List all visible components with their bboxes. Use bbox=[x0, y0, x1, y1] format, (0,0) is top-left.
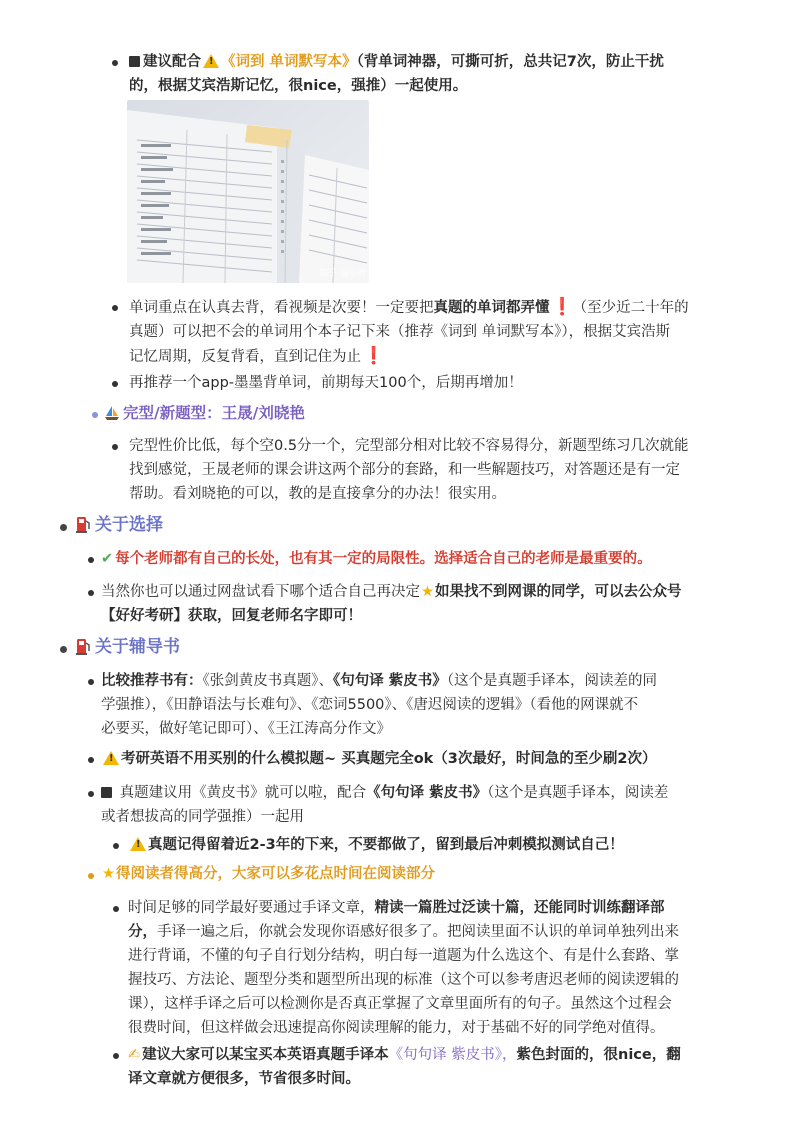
list-item-word-book: 建议配合! 《词到 单词默写本》（背单词神器，可撕可折，总共记7次，防止干扰 的，根据艾宾浩斯记忆，很nice，强推）一起使用。 bbox=[129, 50, 759, 98]
bullet-dot bbox=[112, 60, 118, 66]
list-item-recommended-books: 比较推荐书有：《张剑黄皮书真题》、《句句译 紫皮书》（这个是真题手译本，阅读差的同 学强推），《田静语法与长难句》、《恋词5500》、《唐迟阅读的逻辑》（看他的网课就不 必要买，做好笔记即可）、《王江涛高分作文》 bbox=[101, 673, 658, 737]
bullet-dot bbox=[60, 524, 67, 531]
book-title-link: 《词到 单词默写本》 bbox=[221, 54, 357, 70]
writing-hand-icon: ✍ bbox=[128, 1047, 141, 1063]
list-item-real-exam: 真题建议用《黄皮书》就可以啦，配合《句句译 紫皮书》（这个是真题手译本，阅读差 或者想拔高的同学强推）一起用 bbox=[101, 785, 669, 825]
check-mark-icon: ✔ bbox=[101, 551, 114, 567]
bullet-dot bbox=[88, 679, 94, 685]
list-item-cloze-text: 完型性价比低，每个空0.5分一个，完型部分相对比较不容易得分，新题型练习几次就能 找到感觉，王晟老师的课会讲这两个部分的套路，和一些解题技巧，对答题还是有一定 帮助。看刘晓艳的可以，教的是直接拿分的办法！很实用。 bbox=[129, 438, 689, 502]
list-item-app: 再推荐一个app-墨墨背单词，前期每天100个，后期再增加！ bbox=[129, 375, 523, 391]
bullet-dot bbox=[113, 1053, 119, 1059]
section-title-books: 关于辅导书 bbox=[75, 635, 675, 659]
bullet-dot bbox=[88, 791, 94, 797]
star-icon: ★ bbox=[421, 584, 434, 600]
list-item-buy-translation: ✍ 建议大家可以某宝买本英语真题手译本《句句译 紫皮书》，紫色封面的，很nice，翻 译文章就方便很多，节省很多时间。 bbox=[128, 1047, 681, 1087]
warning-icon bbox=[130, 837, 146, 851]
bullet-dot bbox=[112, 305, 118, 311]
section-title-reading: ★得阅读者得高分，大家可以多花点时间在阅读部分 bbox=[102, 866, 435, 882]
bullet-dot bbox=[88, 757, 94, 763]
book-illustration bbox=[127, 100, 369, 283]
bullet-dot bbox=[92, 412, 98, 418]
bullet-dot bbox=[113, 843, 119, 849]
bullet-dot bbox=[88, 590, 94, 596]
bullet-dot bbox=[112, 381, 118, 387]
photo-watermark: 知乎 @小叶 bbox=[319, 269, 367, 279]
section-title-cloze: 完型/新题型：王晟/刘晓艳 bbox=[104, 401, 704, 425]
black-square-icon bbox=[129, 56, 140, 67]
star-icon: ★ bbox=[102, 866, 115, 882]
bullet-dot bbox=[113, 906, 119, 912]
warning-icon bbox=[103, 751, 119, 765]
sailboat-icon bbox=[104, 405, 120, 421]
exclamation-icon: ❗ bbox=[551, 297, 573, 317]
list-item-no-mock: !考研英语不用买别的什么模拟题~ 买真题完全ok（3次最好，时间急的至少刷2次） bbox=[101, 747, 761, 771]
bullet-dot bbox=[60, 646, 67, 653]
vocabulary-book-photo bbox=[127, 100, 369, 283]
list-item-focus-words: 单词重点在认真去背，看视频是次要！一定要把真题的单词都弄懂 ❗（至少近二十年的 真题）可以把不会的单词用个本子记下来（推荐《词到 单词默写本》），根据艾宾浩斯 记忆周期，反复背看，直到记住为止 ❗ bbox=[129, 297, 689, 366]
black-square-icon bbox=[101, 787, 112, 798]
list-item-keep-exams: !真题记得留着近2-3年的下来，不要都做了，留到最后冲刺模拟测试自己！ bbox=[128, 833, 768, 857]
list-item-trial: 当然你也可以通过网盘试看下哪个适合自己再决定★如果找不到网课的同学，可以去公众号 【好好考研】获取，回复老师名字即可！ bbox=[101, 584, 682, 624]
exclamation-icon: ❗ bbox=[363, 346, 385, 366]
bullet-dot bbox=[88, 873, 94, 879]
list-item-translate-practice: 时间足够的同学最好要通过手译文章，精读一篇胜过泛读十篇，还能同时训练翻译部 分，手译一遍之后，你就会发现你语感好很多了。把阅读里面不认识的单词单独列出来 进行背诵，不懂的句子自行划分结构，明白每一道题为什么选这个、有是什么套路、掌 握技巧、方法论、题型分类和题型所出现的标准（这个可以参考唐迟老师的阅读逻辑的 课），这样手译之后可以检测你是否真正掌握了文章里面所有的句子。虽然这个过程会 很费时间，但这样做会迅速提高你阅读理解的能力，对于基础不好的同学绝对值得。 bbox=[128, 900, 679, 1036]
fuel-pump-icon bbox=[75, 637, 91, 655]
fuel-pump-icon bbox=[75, 515, 91, 533]
bullet-dot bbox=[112, 444, 118, 450]
bullet-dot bbox=[88, 557, 94, 563]
warning-icon bbox=[203, 54, 219, 68]
section-title-choose: 关于选择 bbox=[75, 513, 675, 537]
list-item-teacher-strength: ✔ 每个老师都有自己的长处，也有其一定的局限性。选择适合自己的老师是最重要的。 bbox=[101, 551, 652, 567]
